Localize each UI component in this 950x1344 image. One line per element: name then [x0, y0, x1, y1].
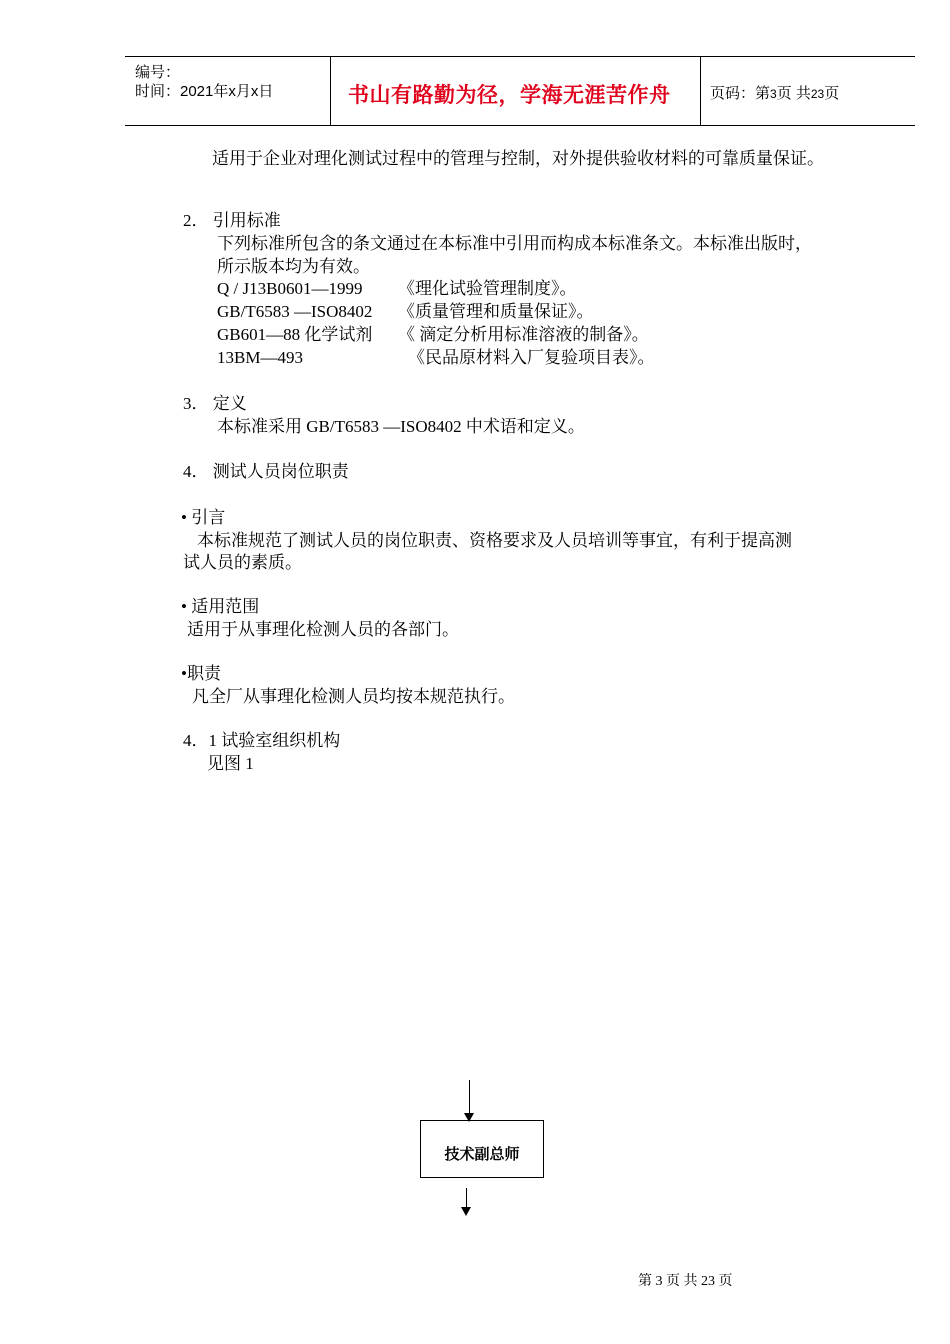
section-2-title: 2． 引用标准: [183, 211, 281, 230]
header-page-cell: [700, 57, 915, 125]
section-3-text: 本标准采用 GB/T6583 —ISO8402 中术语和定义。: [217, 417, 585, 436]
section-4-1-title: 4．1 试验室组织机构: [183, 731, 341, 750]
header-meta: [125, 57, 330, 125]
header-motto-cell: [330, 57, 700, 125]
bullet-duty-text: 凡全厂从事理化检测人员均按本规范执行。: [192, 687, 515, 706]
ref-title: 《理化试验管理制度》。: [398, 279, 577, 298]
org-box-label: 技术副总师: [444, 1146, 520, 1163]
section-3-title: 3． 定义: [183, 394, 247, 413]
header-motto: 书山有路勤为径，学海无涯苦作舟: [348, 83, 671, 107]
page-footer: 第 3 页 共 23 页: [638, 1274, 733, 1289]
ref-code: GB/T6583 —ISO8402: [217, 302, 373, 321]
section-4-title: 4． 测试人员岗位职责: [183, 462, 349, 481]
bullet-intro-text: 本标准规范了测试人员的岗位职责、资格要求及人员培训等事宜，有利于提高测: [197, 531, 792, 550]
connector-line: [466, 1188, 467, 1208]
bullet-scope-text: 适用于从事理化检测人员的各部门。: [187, 620, 459, 639]
bullet-intro-text: 试人员的素质。: [183, 553, 302, 572]
section-4-1-text: 见图 1: [207, 754, 254, 773]
ref-code: GB601—88 化学试剂: [217, 325, 373, 344]
arrow-down-icon: [461, 1207, 471, 1216]
time-label: 时间：2021年x月x日: [135, 83, 274, 100]
code-label: 编号：: [135, 64, 181, 81]
section-2-text: 下列标准所包含的条文通过在本标准中引用而构成本标准条文。本标准出版时，: [217, 234, 812, 253]
org-box-tech-deputy: [420, 1120, 544, 1178]
bullet-duty-title: •职责: [181, 664, 221, 683]
bullet-scope-title: • 适用范围: [181, 597, 260, 616]
header-page-number: 页码：第3页 共23页: [710, 85, 840, 102]
connector-line: [469, 1080, 470, 1114]
section-2-text: 所示版本均为有效。: [217, 257, 370, 276]
ref-code: Q / J13B0601—1999: [217, 279, 363, 298]
intro-paragraph: 适用于企业对理化测试过程中的管理与控制，对外提供验收材料的可靠质量保证。: [212, 149, 824, 168]
page-header: [125, 56, 915, 126]
ref-title: 《民品原材料入厂复验项目表》。: [408, 348, 655, 367]
ref-title: 《质量管理和质量保证》。: [398, 302, 594, 321]
bullet-intro-title: • 引言: [181, 508, 226, 527]
ref-code: 13BM—493: [217, 348, 303, 367]
ref-title: 《 滴定分析用标准溶液的制备》。: [398, 325, 649, 344]
